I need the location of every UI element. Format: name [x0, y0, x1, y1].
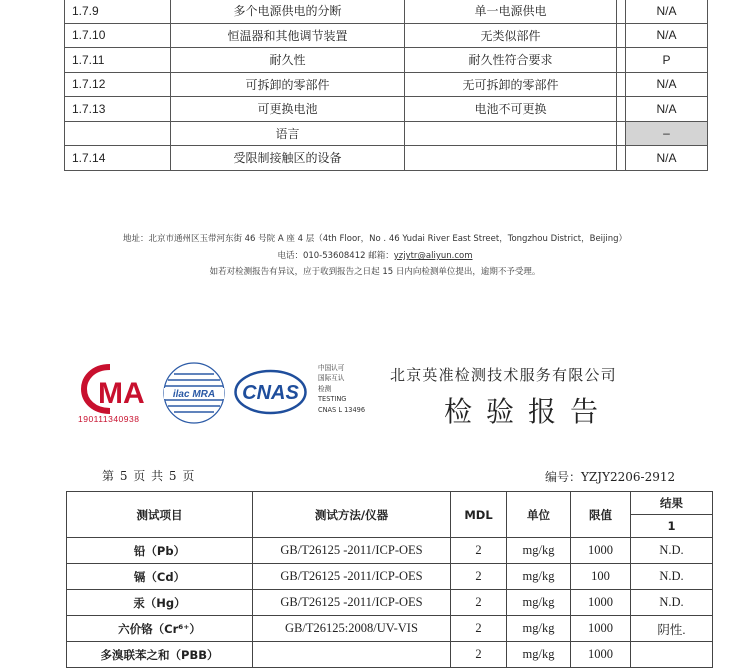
cma-number: 190111340938 — [78, 414, 140, 424]
unit-value: mg/kg — [507, 616, 571, 642]
cnas-line: CNAS L 13496 — [318, 405, 366, 414]
clause-item: 受限制接触区的设备 — [171, 146, 405, 171]
header-limit: 限值 — [571, 492, 631, 538]
unit-value: mg/kg — [507, 564, 571, 590]
clause-number: 1.7.14 — [65, 146, 171, 171]
clause-row — [65, 23, 708, 48]
clause-spacer — [617, 97, 626, 122]
test-result-table — [66, 491, 713, 668]
clause-result: N/A — [626, 72, 708, 97]
result-row — [67, 616, 713, 642]
cnas-accreditation-text — [318, 363, 388, 415]
clause-number: 1.7.10 — [65, 23, 171, 48]
unit-value: mg/kg — [507, 642, 571, 668]
cnas-line: 检测 — [318, 384, 332, 393]
clause-item: 恒温器和其他调节装置 — [171, 23, 405, 48]
clause-item: 可更换电池 — [171, 97, 405, 122]
limit-value: 1000 — [571, 538, 631, 564]
ilac-mra-logo-icon — [160, 360, 228, 426]
cnas-line: 国际互认 — [318, 374, 345, 383]
ma-logo-text: MA — [98, 377, 145, 410]
ilac-logo-text: ilac MRA — [172, 389, 216, 400]
cnas-line: 中国认可 — [318, 364, 345, 372]
page-indicator: 第 5 页 共 5 页 — [102, 469, 196, 483]
clause-number — [65, 121, 171, 146]
clause-result: N/A — [626, 146, 708, 171]
footer-contact — [0, 249, 750, 261]
clause-row — [65, 72, 708, 97]
header-test-method: 测试方法/仪器 — [253, 492, 451, 538]
company-name: 北京英准检测技术服务有限公司 — [390, 366, 617, 384]
test-item: 铅（Pb） — [67, 538, 253, 564]
result-value — [631, 642, 713, 668]
footer-email-link[interactable]: yzjytr@aliyun.com — [393, 251, 473, 261]
clause-requirement: 耐久性符合要求 — [405, 48, 617, 73]
result-value: N.D. — [631, 538, 713, 564]
test-method — [253, 642, 451, 668]
clause-result: N/A — [626, 0, 708, 23]
result-value: N.D. — [631, 564, 713, 590]
clause-number: 1.7.11 — [65, 48, 171, 73]
test-method: GB/T26125:2008/UV-VIS — [253, 616, 451, 642]
header-result: 结果 — [631, 492, 713, 515]
test-method: GB/T26125 -2011/ICP-OES — [253, 564, 451, 590]
mdl-value: 2 — [451, 642, 507, 668]
cnas-line: TESTING — [318, 395, 347, 404]
test-item: 汞（Hg） — [67, 590, 253, 616]
mdl-value: 2 — [451, 590, 507, 616]
clause-result: N/A — [626, 23, 708, 48]
clause-item: 语言 — [171, 121, 405, 146]
mdl-value: 2 — [451, 538, 507, 564]
report-title: 检验报告 — [444, 395, 613, 428]
clause-spacer — [617, 48, 626, 73]
clause-requirement: 无可拆卸的零部件 — [405, 72, 617, 97]
clause-item: 多个电源供电的分断 — [171, 0, 405, 23]
clause-requirement: 电池不可更换 — [405, 97, 617, 122]
clause-result: – — [626, 121, 708, 146]
unit-value: mg/kg — [507, 538, 571, 564]
result-value: N.D. — [631, 590, 713, 616]
clause-item: 可拆卸的零部件 — [171, 72, 405, 97]
clause-row — [65, 0, 708, 23]
test-method: GB/T26125 -2011/ICP-OES — [253, 590, 451, 616]
clause-spacer — [617, 0, 626, 23]
test-item: 六价铬（Cr⁶⁺） — [67, 616, 253, 642]
cnas-logo-icon — [233, 368, 308, 416]
footer-phone: 电话：010-53608412 邮箱： — [277, 251, 394, 261]
result-row — [67, 642, 713, 668]
cma-logo-icon — [80, 361, 158, 421]
clause-row — [65, 121, 708, 146]
header-mdl: MDL — [451, 492, 507, 538]
limit-value: 1000 — [571, 616, 631, 642]
test-item: 镉（Cd） — [67, 564, 253, 590]
header-result-sample: 1 — [631, 515, 713, 538]
footer-notice: 如若对检测报告有异议，应于收到报告之日起 15 日内向检测单位提出，逾期不予受理。 — [209, 267, 541, 277]
clause-spacer — [617, 72, 626, 97]
header-unit: 单位 — [507, 492, 571, 538]
clause-spacer — [617, 146, 626, 171]
result-value: 阴性. — [631, 616, 713, 642]
unit-value: mg/kg — [507, 590, 571, 616]
test-method: GB/T26125 -2011/ICP-OES — [253, 538, 451, 564]
test-item: 多溴联苯之和（PBB） — [67, 642, 253, 668]
clause-number: 1.7.9 — [65, 0, 171, 23]
mdl-value: 2 — [451, 564, 507, 590]
clause-table — [64, 0, 708, 171]
clause-requirement: 单一电源供电 — [405, 0, 617, 23]
clause-spacer — [617, 23, 626, 48]
result-row — [67, 538, 713, 564]
clause-number: 1.7.13 — [65, 97, 171, 122]
clause-row — [65, 146, 708, 171]
clause-row — [65, 97, 708, 122]
clause-spacer — [617, 121, 626, 146]
clause-result: N/A — [626, 97, 708, 122]
report-number: 编号：YZJY2206-2912 — [545, 470, 676, 484]
limit-value: 1000 — [571, 590, 631, 616]
limit-value: 1000 — [571, 642, 631, 668]
clause-item: 耐久性 — [171, 48, 405, 73]
clause-number: 1.7.12 — [65, 72, 171, 97]
result-row — [67, 590, 713, 616]
mdl-value: 2 — [451, 616, 507, 642]
clause-requirement — [405, 146, 617, 171]
limit-value: 100 — [571, 564, 631, 590]
result-row — [67, 564, 713, 590]
clause-row — [65, 48, 708, 73]
footer-address: 地址：北京市通州区玉带河东街 46 号院 A 座 4 层（4th Floor，No . 46 Yudai River East Street，Tongzhou District，Beijing） — [122, 234, 628, 244]
cnas-logo-text: CNAS — [242, 382, 299, 404]
clause-result: P — [626, 48, 708, 73]
header-test-item: 测试项目 — [67, 492, 253, 538]
clause-requirement — [405, 121, 617, 146]
clause-requirement: 无类似部件 — [405, 23, 617, 48]
